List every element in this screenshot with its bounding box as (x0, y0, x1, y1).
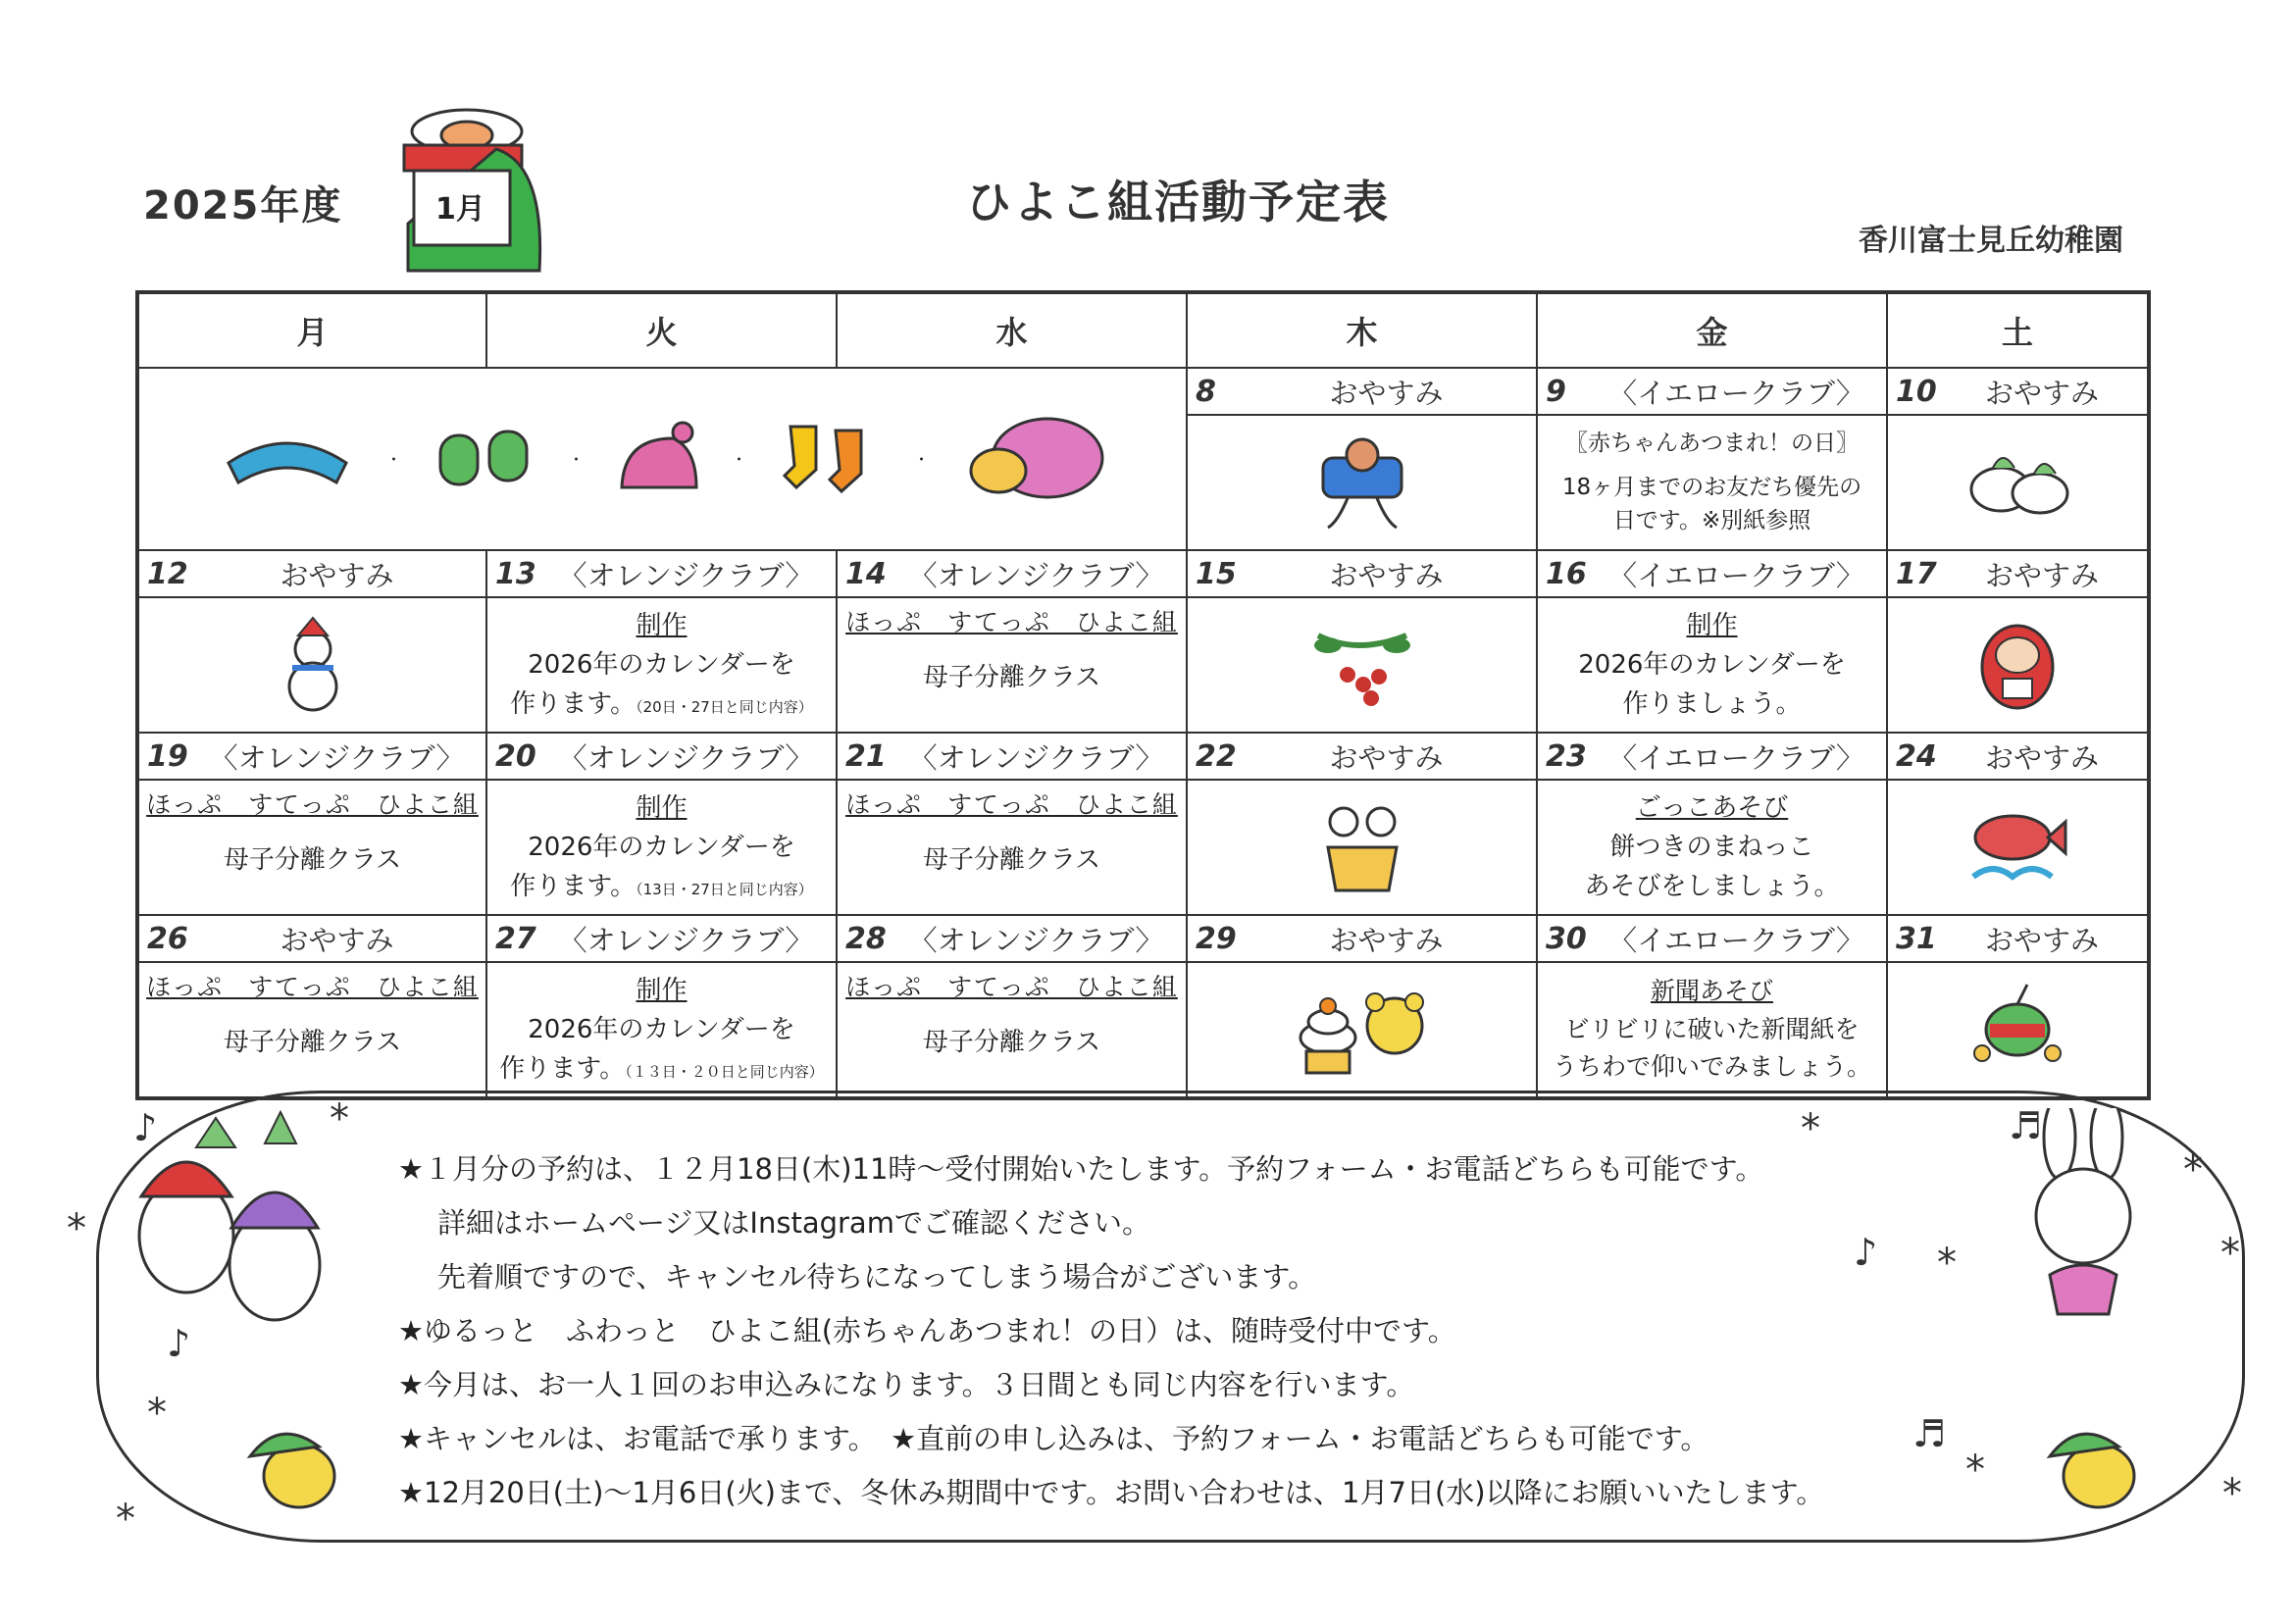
day-label: おやすみ (1329, 376, 1444, 410)
day-content (487, 598, 836, 732)
day-illustration (1888, 598, 2147, 732)
day-cell-26 (137, 915, 486, 1098)
weekday-mon: 月 (137, 292, 486, 368)
event-title: 制作 (636, 792, 688, 823)
music-note-icon: ♬ (1912, 1412, 1947, 1455)
note-line: ★12月20日(土)～1月6日(火)まで、冬休み期間中です。お問い合わせは、1月7日(水)以降にお願いいたします。 (398, 1476, 1825, 1509)
snowflake-icon: * (147, 1391, 167, 1436)
day-number: 29 (1196, 921, 1237, 956)
day-number: 19 (147, 738, 188, 774)
note-line: ★今月は、お一人１回のお申込みになります。３日間とも同じ内容を行います。 (398, 1368, 1415, 1401)
day-cell-17 (1887, 550, 2149, 733)
mittens-icon (431, 424, 538, 492)
day-illustration (1188, 963, 1536, 1096)
day-number: 20 (495, 738, 536, 774)
day-content (139, 781, 485, 914)
kagami-mochi-bear-icon (1289, 981, 1436, 1079)
event-line: 18ヶ月までのお友だち優先の (1561, 475, 1862, 501)
day-cell-28 (837, 915, 1187, 1098)
day-cell-14 (837, 550, 1187, 733)
week-row-2 (137, 550, 2149, 733)
school-name: 香川富士見丘幼稚園 (1859, 224, 2123, 258)
day-label: おやすみ (1329, 558, 1444, 592)
day-illustration (139, 598, 485, 732)
daruma-icon (1973, 616, 2062, 714)
activity-calendar (135, 290, 2151, 1100)
day-number: 12 (147, 556, 188, 591)
day-content (1538, 416, 1886, 549)
class-name: ほっぷ すてっぷ ひよこ組 (146, 790, 479, 819)
day-number: 8 (1196, 374, 1216, 409)
day-cell-8 (1187, 368, 1537, 550)
fiscal-year: 2025年度 (143, 183, 343, 228)
day-number: 14 (845, 556, 887, 591)
music-note-icon: ♪ (133, 1106, 158, 1149)
class-type: 母子分離クラス (922, 844, 1101, 875)
snowflake-icon: * (2222, 1471, 2242, 1516)
class-name: ほっぷ すてっぷ ひよこ組 (845, 973, 1178, 1001)
day-label: おやすみ (280, 558, 394, 592)
note-line: 詳細はホームページ又はInstagramでご確認ください。 (437, 1206, 1150, 1240)
snowflake-icon: * (116, 1497, 135, 1542)
day-number: 13 (495, 556, 536, 591)
event-line: うちわで仰いでみましょう。 (1552, 1052, 1871, 1082)
day-number: 27 (495, 921, 536, 956)
kite-icon (1308, 433, 1416, 532)
day-number: 22 (1196, 738, 1237, 774)
day-number: 24 (1896, 738, 1937, 774)
weekday-wed: 水 (837, 292, 1187, 368)
day-content (487, 781, 836, 914)
day-label: おやすみ (1984, 923, 2099, 957)
snowflake-icon: * (2183, 1147, 2203, 1193)
day-label: 〈イエロークラブ〉 (1608, 923, 1864, 957)
day-label: 〈オレンジクラブ〉 (908, 923, 1164, 957)
day-label: おやすみ (1984, 558, 2099, 592)
day-content (1538, 598, 1886, 732)
event-line: 2026年のカレンダーを (528, 649, 795, 680)
day-cell-9 (1537, 368, 1887, 550)
event-line: 2026年のカレンダーを (528, 1014, 795, 1044)
day-number: 9 (1546, 374, 1566, 409)
day-cell-30 (1537, 915, 1887, 1098)
dot-separator: ・ (385, 449, 402, 469)
winter-banner-cell (137, 368, 1187, 550)
day-label: 〈イエロークラブ〉 (1608, 376, 1864, 410)
page-title: ひよこ組活動予定表 (966, 176, 1390, 228)
day-number: 15 (1196, 556, 1237, 591)
notes-list (398, 1142, 1824, 1520)
event-title: 制作 (636, 975, 688, 1005)
class-type: 母子分離クラス (223, 1027, 402, 1057)
day-cell-31 (1887, 915, 2149, 1098)
note-line: 先着順ですので、キャンセル待ちになってしまう場合がございます。 (437, 1260, 1317, 1294)
nandina-berries-icon (1299, 616, 1426, 714)
day-number: 10 (1896, 374, 1937, 409)
class-type: 母子分離クラス (922, 1027, 1101, 1057)
day-illustration (1188, 416, 1536, 549)
day-label: 〈オレンジクラブ〉 (558, 740, 814, 775)
knit-hat-icon (614, 419, 702, 497)
weekday-sat: 土 (1887, 292, 2149, 368)
day-cell-29 (1187, 915, 1537, 1098)
day-number: 26 (147, 921, 188, 956)
day-cell-15 (1187, 550, 1537, 733)
week-row-1 (137, 368, 2149, 550)
weekday-fri: 金 (1537, 292, 1887, 368)
rice-cake-rabbit-icon (1963, 438, 2071, 527)
day-content (487, 963, 836, 1096)
day-number: 28 (845, 921, 887, 956)
day-label: 〈オレンジクラブ〉 (558, 923, 814, 957)
event-line: ビリビリに破いた新聞紙を (1564, 1014, 1860, 1043)
event-line: 作ります。 (510, 689, 637, 720)
snowflake-icon: * (330, 1096, 349, 1142)
sea-bream-icon (1963, 798, 2071, 896)
event-note: （20日・27日と同じ内容） (636, 698, 813, 717)
day-number: 31 (1896, 921, 1937, 956)
event-title: 制作 (1686, 610, 1738, 640)
day-content (1538, 963, 1886, 1096)
scarf-icon (219, 424, 356, 492)
chick-skating-icon (2020, 1417, 2167, 1525)
day-cell-19 (137, 733, 486, 915)
class-type: 母子分離クラス (223, 844, 402, 875)
socks-icon (777, 419, 885, 497)
event-title: 制作 (636, 610, 688, 640)
day-label: おやすみ (1329, 740, 1444, 775)
snowflake-icon: * (2220, 1231, 2240, 1276)
day-illustration (1188, 598, 1536, 732)
week-row-4 (137, 915, 2149, 1098)
class-type: 母子分離クラス (922, 662, 1101, 692)
day-cell-27 (486, 915, 837, 1098)
snowflake-icon: * (67, 1206, 86, 1251)
event-line: 2026年のカレンダーを (528, 832, 795, 862)
note-line: ★キャンセルは、お電話で承ります。 ★直前の申し込みは、予約フォーム・お電話どちらも可能です。 (398, 1422, 1709, 1455)
class-name: ほっぷ すてっぷ ひよこ組 (845, 790, 1178, 819)
music-note-icon: ♬ (2009, 1104, 2043, 1147)
event-line: 作ります。 (499, 1054, 626, 1085)
day-cell-23 (1537, 733, 1887, 915)
day-cell-24 (1887, 733, 2149, 915)
event-title: ごっこあそび (1635, 792, 1789, 823)
note-line: ★ゆるっと ふわっと ひよこ組(赤ちゃんあつまれ！の日）は、随時受付中です。 (398, 1314, 1456, 1347)
day-cell-20 (486, 733, 837, 915)
day-label: 〈オレンジクラブ〉 (908, 740, 1164, 775)
winter-clothes-banner (139, 369, 1186, 547)
weekday-header-row (137, 292, 2149, 368)
day-label: おやすみ (280, 923, 394, 957)
day-label: 〈イエロークラブ〉 (1608, 558, 1864, 592)
event-line: 餅つきのまねっこ (1609, 832, 1814, 862)
weekday-tue: 火 (486, 292, 837, 368)
day-number: 21 (845, 738, 887, 774)
music-note-icon: ♪ (167, 1322, 191, 1365)
day-label: 〈オレンジクラブ〉 (209, 740, 465, 775)
day-cell-12 (137, 550, 486, 733)
class-name: ほっぷ すてっぷ ひよこ組 (146, 973, 479, 1001)
earmuffs-icon (959, 414, 1106, 502)
snowflake-icon: * (1937, 1241, 1957, 1286)
month-calendar-badge (398, 106, 545, 273)
day-number: 23 (1546, 738, 1587, 774)
chick-skating-icon (221, 1417, 368, 1525)
event-line: 作ります。 (510, 872, 637, 902)
day-cell-13 (486, 550, 837, 733)
dot-separator: ・ (913, 449, 930, 469)
day-cell-21 (837, 733, 1187, 915)
event-line: 作りましょう。 (1622, 689, 1802, 720)
snowflake-icon: * (1801, 1106, 1820, 1151)
day-number: 30 (1546, 921, 1587, 956)
day-cell-22 (1187, 733, 1537, 915)
day-number: 16 (1546, 556, 1587, 591)
dot-separator: ・ (568, 449, 585, 469)
day-content (838, 598, 1186, 732)
month-label: 1月 (435, 192, 485, 227)
event-line: 日です。※別紙参照 (1612, 507, 1811, 533)
drum-toy-icon (1968, 981, 2066, 1079)
dot-separator: ・ (731, 449, 747, 469)
snowflake-icon: * (1965, 1447, 1985, 1493)
event-title: 〖赤ちゃんあつまれ！の日〗 (1565, 430, 1859, 456)
day-number: 17 (1896, 556, 1937, 591)
day-label: おやすみ (1329, 923, 1444, 957)
day-content (139, 963, 485, 1096)
day-label: 〈オレンジクラブ〉 (908, 558, 1164, 592)
day-content (1538, 781, 1886, 914)
weekday-thu: 木 (1187, 292, 1537, 368)
day-cell-10 (1887, 368, 2149, 550)
event-note: （１３日・２０日と同じ内容） (625, 1063, 824, 1082)
day-label: おやすみ (1984, 740, 2099, 775)
week-row-3 (137, 733, 2149, 915)
day-illustration (1888, 963, 2147, 1096)
mochi-pounding-icon (1308, 798, 1416, 896)
day-illustration (1188, 781, 1536, 914)
class-name: ほっぷ すてっぷ ひよこ組 (845, 608, 1178, 636)
day-cell-16 (1537, 550, 1887, 733)
event-note: （13日・27日と同じ内容） (636, 881, 813, 899)
event-title: 新聞あそび (1650, 976, 1773, 1005)
snowman-icon (269, 616, 357, 714)
day-content (838, 963, 1186, 1096)
day-illustration (1888, 781, 2147, 914)
day-label: 〈イエロークラブ〉 (1608, 740, 1864, 775)
note-line: ★１月分の予約は、１２月18日(木)11時～受付開始いたします。予約フォーム・お電話どちらも可能です。 (398, 1152, 1764, 1186)
day-content (838, 781, 1186, 914)
day-label: 〈オレンジクラブ〉 (558, 558, 814, 592)
event-line: 2026年のカレンダーを (1578, 649, 1846, 680)
day-illustration (1888, 416, 2147, 549)
event-line: あそびをしましょう。 (1584, 872, 1840, 902)
day-label: おやすみ (1984, 376, 2099, 410)
music-note-icon: ♪ (1854, 1231, 1878, 1274)
